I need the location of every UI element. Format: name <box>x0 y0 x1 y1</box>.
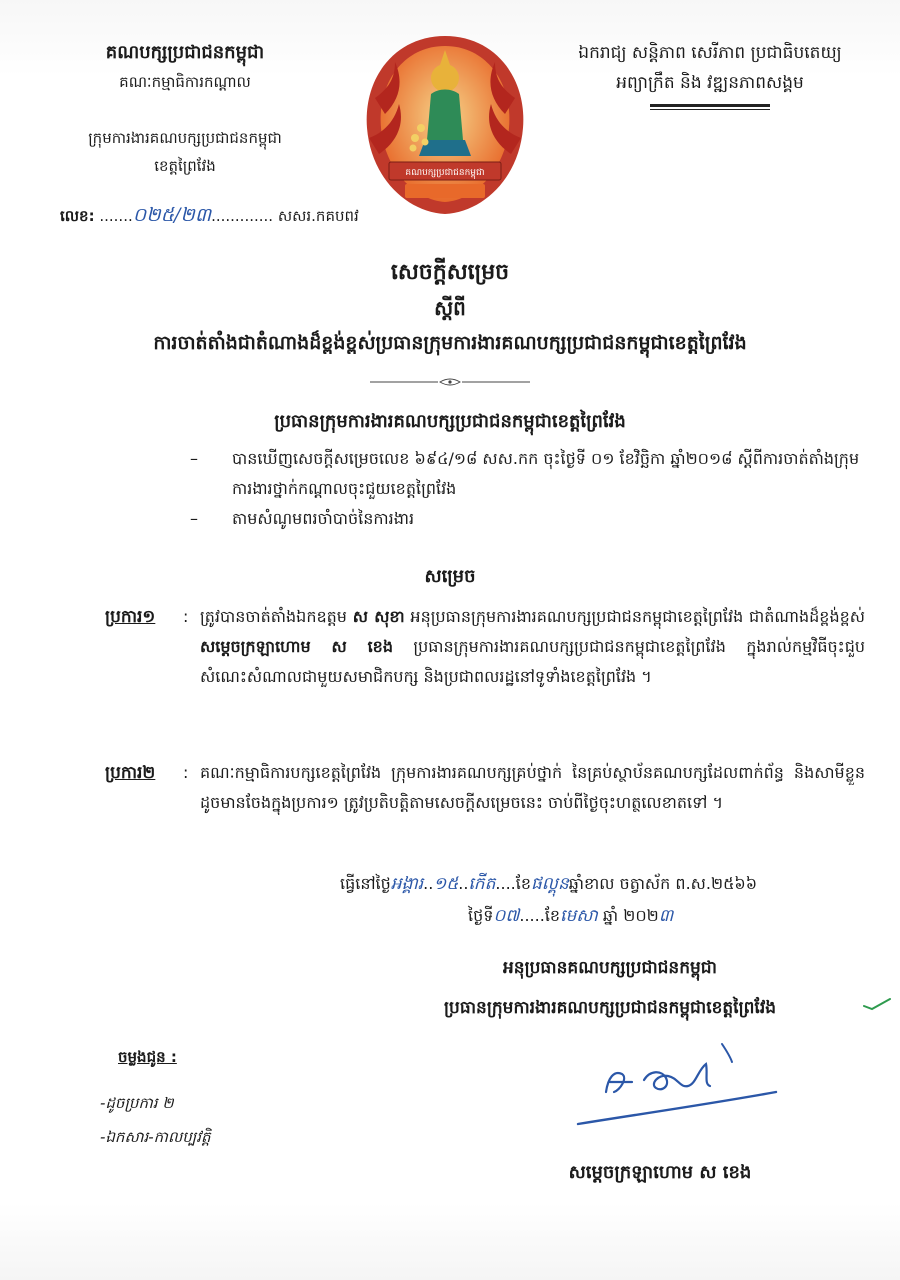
title-subject: ការចាត់តាំងជាតំណាងដ៏ខ្ពង់ខ្ពស់ប្រធានក្រុមការងារគណបក្សប្រជាជនកម្ពុជាខេត្តព្រៃវែង <box>153 332 747 354</box>
article-label: ប្រការ២ <box>105 763 156 783</box>
kingdom-motto-line1: ឯករាជ្យ សន្តិភាព សេរីភាព ប្រជាធិបតេយ្យ <box>578 43 842 63</box>
list-item: -ដូចប្រការ ២ <box>100 1094 174 1112</box>
decides-heading: សម្រេច <box>424 566 476 587</box>
solar-date-line: ថ្ងៃទី០៧.....ខែមេសា ឆ្នាំ ២០២៣ <box>468 906 674 926</box>
year-prefix: ឆ្នាំ ២០២ <box>602 906 659 925</box>
handwritten-lunar-day: ១៥ <box>433 874 459 894</box>
consideration-text: បានឃើញសេចក្តីសម្រេចលេខ ៦៩៤/១៨ សស.កក ចុះថ្ងៃទី ០១ ខែវិច្ឆិកា ឆ្នាំ២០១៨ ស្តីពីការចាត់តាំងក្រុមការងារថ្នាក់កណ្តាលចុះជួយខេត្តព្រៃវែង <box>232 449 860 498</box>
document-title <box>30 255 870 361</box>
article-label: ប្រការ១ <box>105 607 156 627</box>
article-2: ប្រការ២ : គណៈកម្មាធិការបក្សខេត្តព្រៃវែង ក្រុមការងារគណបក្សគ្រប់ថ្នាក់ នៃគ្រប់ស្ថាប័នគណបក្សដែលពាក់ព័ន្ធ និងសាមីខ្លួនដូចមានចែងក្នុងប្រការ១ ត្រូវប្រតិបត្តិតាមសេចក្តីសម្រេចនេះ ចាប់ពីថ្ងៃចុះហត្ថលេខាតទៅ ។ <box>105 758 865 818</box>
signatory-title-2: ប្រធានក្រុមការងារគណបក្សប្រជាជនកម្ពុជាខេត្តព្រៃវែង <box>443 998 777 1018</box>
lunar-date-line: ធ្វើនៅថ្ងៃអង្គារ..១៥..កើត....ខែផល្គុនឆ្នាំខាល ចត្វាស័ក ព.ស.២៥៦៦ <box>340 874 758 894</box>
title-regarding: ស្តីពី <box>434 296 466 320</box>
article-text: ត្រូវបានចាត់តាំងឯកឧត្តម <box>200 607 353 626</box>
date-block <box>340 868 880 932</box>
central-committee: គណៈកម្មាធិការកណ្តាល <box>119 73 251 91</box>
party-emblem-icon <box>355 28 535 220</box>
emblem-caption: គណបក្សប្រជាជនកម្ពុជា <box>405 168 485 178</box>
list-item: – តាមសំណូមពរចាំបាច់នៃការងារ <box>190 509 415 528</box>
date-prefix: ធ្វើនៅថ្ងៃ <box>340 874 391 893</box>
consideration-text: តាមសំណូមពរចាំបាច់នៃការងារ <box>232 509 415 528</box>
article-body <box>200 602 865 692</box>
title-decision: សេចក្តីសម្រេច <box>390 260 510 285</box>
person-name: ស សុខា <box>352 607 405 626</box>
article-body: គណៈកម្មាធិការបក្សខេត្តព្រៃវែង ក្រុមការងារគណបក្សគ្រប់ថ្នាក់ នៃគ្រប់ស្ថាប័នគណបក្សដែលពាក់ព័ន្ធ និងសាមីខ្លួនដូចមានចែងក្នុងប្រការ១ ត្រូវប្រតិបត្តិតាមសេចក្តីសម្រេចនេះ ចាប់ពីថ្ងៃចុះហត្ថលេខាតទៅ ។ <box>200 763 865 812</box>
reference-label: លេខ: <box>60 207 95 225</box>
year-label: ឆ្នាំខាល ចត្វាស័ក ព.ស.២៥៦៦ <box>568 874 758 893</box>
signatory-name: សម្តេចក្រឡាហោម ស ខេង <box>568 1162 752 1183</box>
day-label: ថ្ងៃទី <box>468 906 494 925</box>
handwritten-weekday: អង្គារ <box>390 874 424 894</box>
kingdom-motto-line2: អព្យាក្រឹត និង វឌ្ឍនភាពសង្គម <box>616 73 804 93</box>
month-label: ខែ <box>544 906 561 925</box>
signature-icon <box>570 1030 790 1130</box>
handwritten-year-digit: ៣ <box>658 906 674 926</box>
article-1: ប្រការ១ : ត្រូវបានចាត់តាំងឯកឧត្តម ស សុខា អនុប្រធានក្រុមការងារគណបក្សប្រជាជនកម្ពុជាខេត្តព្រៃវែង ជាតំណាងដ៏ខ្ពង់ខ្ពស់ សម្តេចក្រឡាហោម ស ខេង ប្រធានក្រុមការងារគណបក្សប្រជាជនកម្ពុជាខេត្តព្រៃវែង ក្នុងរាល់កម្មវិធីចុះជួបសំណេះសំណាលជាមួយសមាជិកបក្ស និងប្រជាពលរដ្ឋនៅទូទាំងខេត្តព្រៃវែង ។ <box>105 602 865 692</box>
handwritten-lunar-phase: កើត <box>468 874 496 894</box>
list-item: -ឯកសារ-កាលប្បវត្តិ <box>100 1128 211 1146</box>
checkmark-icon <box>862 996 892 1012</box>
considerations-list <box>190 444 860 534</box>
reference-value: ០២៥/២៣ <box>132 204 212 226</box>
ornament-divider <box>370 372 530 382</box>
header-left <box>40 38 330 180</box>
cc-title: ចម្លងជូន : <box>118 1048 177 1066</box>
reference-suffix: សសរ.កគបពវ <box>277 207 359 225</box>
signature <box>570 1030 790 1130</box>
article-text: ប្រធានក្រុមការងារគណបក្សប្រជាជនកម្ពុជាខេត្តព្រៃវែង ក្នុងរាល់កម្មវិធីចុះជួបសំណេះសំណាលជាមួយសមាជិកបក្ស និងប្រជាពលរដ្ឋនៅទូទាំងខេត្តព្រៃវែង ។ <box>200 637 865 686</box>
list-item: – បានឃើញសេចក្តីសម្រេចលេខ ៦៩៤/១៨ សស.កក ចុះថ្ងៃទី ០១ ខែវិច្ឆិកា ឆ្នាំ២០១៨ ស្តីពីការចាត់តាំងក្រុមការងារថ្នាក់កណ្តាលចុះជួយខេត្តព្រៃវែង <box>190 449 860 498</box>
province-name: ខេត្តព្រៃវែង <box>154 157 216 175</box>
month-label: ខែ <box>515 874 531 893</box>
carbon-copy <box>100 1040 211 1154</box>
initial-mark <box>862 996 892 1012</box>
header-right <box>545 38 875 110</box>
signatory-titles <box>330 948 890 1028</box>
issuing-authority: ប្រធានក្រុមការងារគណបក្សប្រជាជនកម្ពុជាខេត្តព្រៃវែង <box>274 411 626 432</box>
header-right-rule <box>650 104 770 110</box>
handwritten-day: ០៧ <box>493 906 520 926</box>
signatory-title-1: អនុប្រធានគណបក្សប្រជាជនកម្ពុជា <box>503 958 717 978</box>
person-name: សម្តេចក្រឡាហោម ស ខេង <box>200 637 393 656</box>
reference-number: លេខ: .......០២៥/២៣............. សសរ.កគបពវ <box>60 204 359 226</box>
party-emblem <box>355 28 535 220</box>
working-group: ក្រុមការងារគណបក្សប្រជាជនកម្ពុជា <box>88 129 282 147</box>
handwritten-lunar-month: ផល្គុន <box>530 874 569 894</box>
handwritten-month: មេសា <box>560 906 598 926</box>
article-text: អនុប្រធានក្រុមការងារគណបក្សប្រជាជនកម្ពុជាខេត្តព្រៃវែង ជាតំណាងដ៏ខ្ពង់ខ្ពស់ <box>404 607 866 626</box>
party-name: គណបក្សប្រជាជនកម្ពុជា <box>105 42 265 63</box>
